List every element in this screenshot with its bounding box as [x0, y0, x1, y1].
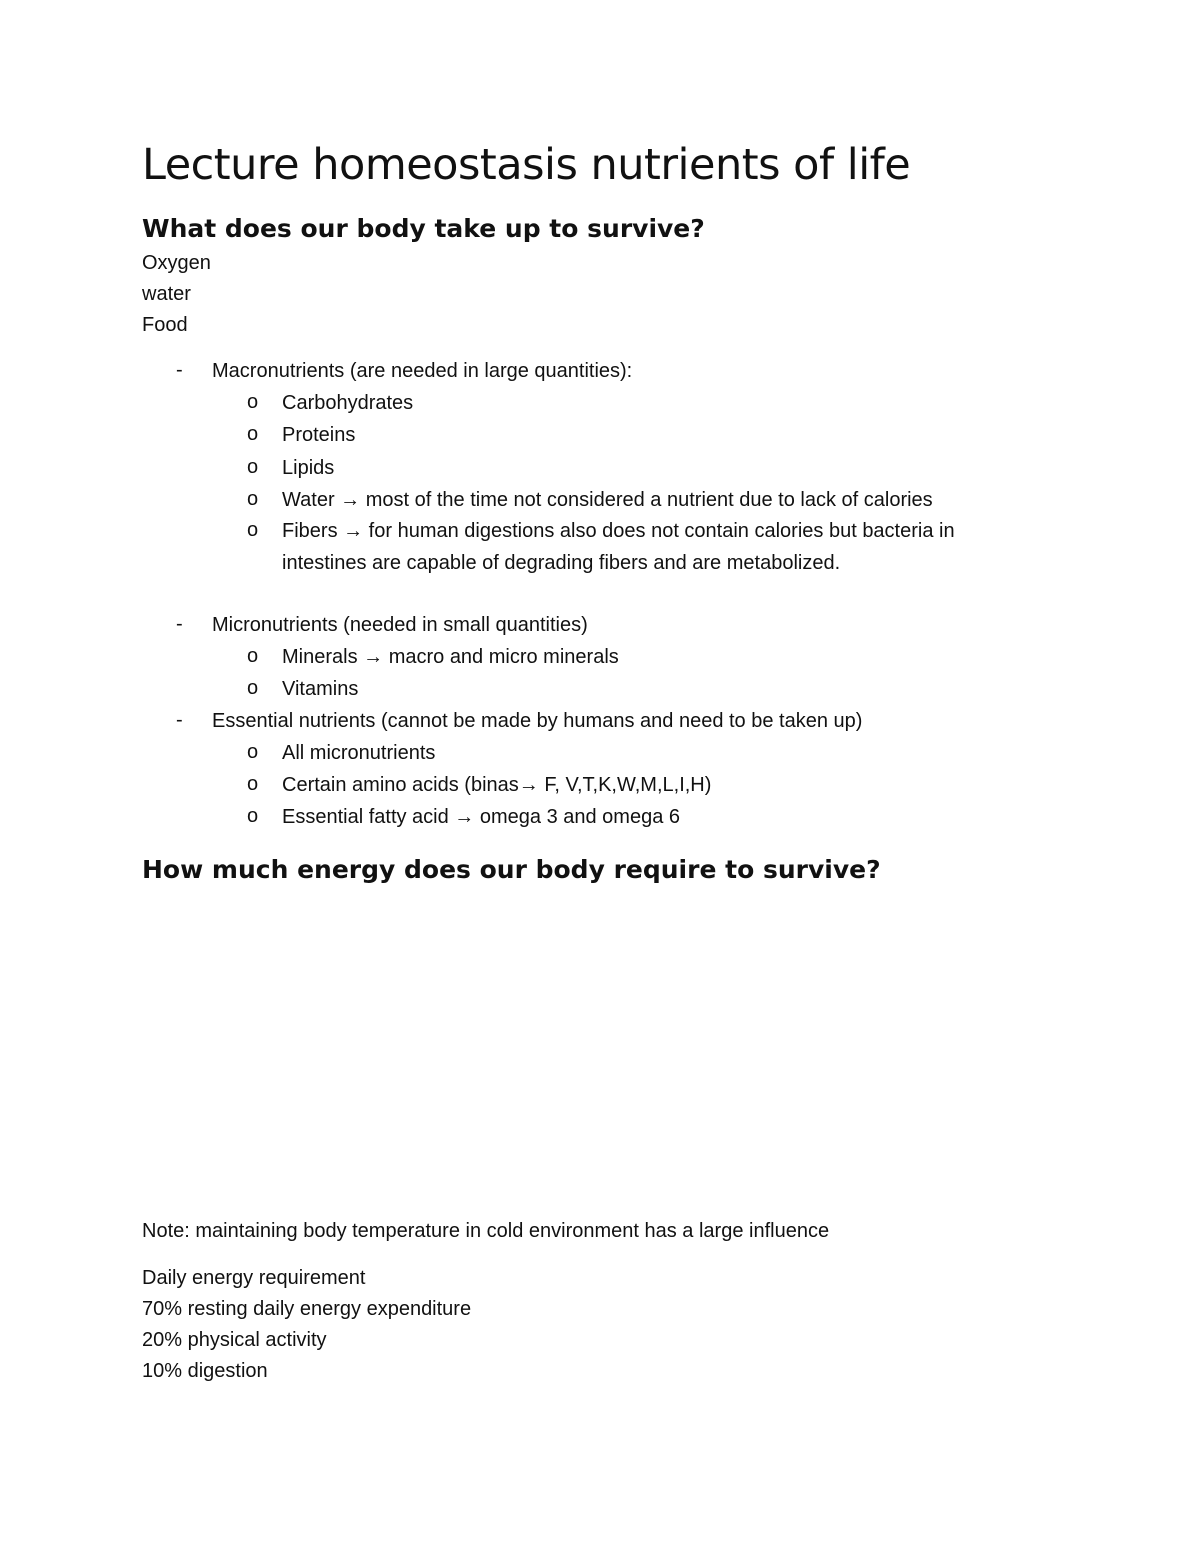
plain-item-oxygen: Oxygen [142, 252, 211, 274]
circle-bullet: o [247, 423, 259, 445]
sub-item-water: Water → most of the time not considered a nutrient due to lack of calories [282, 489, 933, 511]
sub-item-lipids: Lipids [282, 457, 335, 479]
sub-item-vitamins: Vitamins [282, 678, 359, 700]
energy-line-requirement: Daily energy requirement [142, 1267, 366, 1289]
list-item-macronutrients: Macronutrients (are needed in large quantities): [212, 360, 633, 382]
circle-bullet: o [247, 677, 259, 699]
sub-item-all-micronutrients: All micronutrients [282, 742, 436, 764]
sub-item-carbohydrates: Carbohydrates [282, 392, 414, 414]
section-heading-survive: What does our body take up to survive? [142, 214, 705, 243]
sub-item-minerals: Minerals → macro and micro minerals [282, 646, 619, 668]
dash-bullet: - [176, 359, 183, 381]
dash-bullet: - [176, 613, 183, 635]
note-text: Note: maintaining body temperature in cold environment has a large influence [142, 1220, 830, 1242]
energy-line-resting: 70% resting daily energy expenditure [142, 1298, 472, 1320]
sub-item-fibers: Fibers → for human digestions also does not contain calories but bacteria in [282, 520, 955, 542]
circle-bullet: o [247, 488, 259, 510]
sub-item-amino-acids: Certain amino acids (binas→ F, V,T,K,W,M,L,I,H) [282, 774, 712, 796]
circle-bullet: o [247, 456, 259, 478]
list-item-essential-nutrients: Essential nutrients (cannot be made by humans and need to be taken up) [212, 710, 863, 732]
circle-bullet: o [247, 805, 259, 827]
sub-item-fatty-acid: Essential fatty acid → omega 3 and omega 6 [282, 806, 681, 828]
circle-bullet: o [247, 741, 259, 763]
sub-item-proteins: Proteins [282, 424, 356, 446]
energy-line-physical: 20% physical activity [142, 1329, 327, 1351]
circle-bullet: o [247, 645, 259, 667]
plain-item-water: water [142, 283, 191, 305]
plain-item-food: Food [142, 314, 188, 336]
list-item-micronutrients: Micronutrients (needed in small quantities) [212, 614, 588, 636]
circle-bullet: o [247, 519, 259, 541]
energy-line-digestion: 10% digestion [142, 1360, 268, 1382]
circle-bullet: o [247, 391, 259, 413]
circle-bullet: o [247, 773, 259, 795]
dash-bullet: - [176, 709, 183, 731]
page-title: Lecture homeostasis nutrients of life [142, 140, 911, 190]
sub-item-fibers-continued: intestines are capable of degrading fibers and are metabolized. [282, 552, 841, 574]
section-heading-energy: How much energy does our body require to survive? [142, 855, 881, 884]
